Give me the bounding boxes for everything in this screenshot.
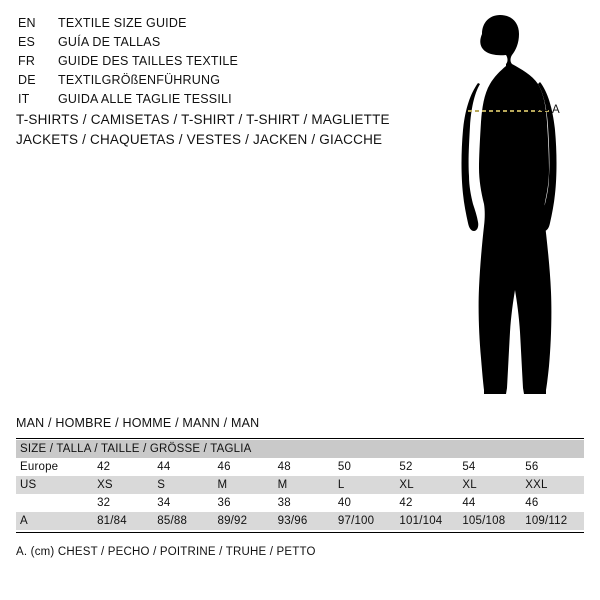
male-silhouette-figure — [420, 10, 595, 400]
row-cell: 44 — [462, 497, 476, 509]
table-header-row — [16, 440, 584, 458]
row-cell: 38 — [277, 497, 291, 509]
row-cell: 42 — [399, 497, 413, 509]
row-label — [16, 494, 93, 512]
table-row — [16, 494, 584, 512]
silhouette-svg — [420, 10, 595, 400]
row-cell: 101/104 — [399, 515, 443, 527]
language-title: GUIDA ALLE TAGLIE TESSILI — [58, 92, 232, 106]
language-code: DE — [18, 73, 36, 87]
row-label: US — [20, 479, 37, 491]
row-cell: M — [217, 479, 228, 491]
table-row — [16, 512, 584, 530]
language-title: TEXTILGRÖßENFÜHRUNG — [58, 73, 221, 87]
row-cell: L — [337, 479, 345, 491]
row-cell: 50 — [337, 461, 352, 473]
row-cell: 93/96 — [277, 515, 308, 527]
row-cell: 46 — [217, 461, 231, 473]
language-code: EN — [18, 16, 36, 30]
size-table — [16, 440, 584, 530]
row-cell: 85/88 — [157, 515, 188, 527]
row-cell: M — [277, 479, 288, 491]
language-row — [18, 16, 418, 35]
row-cell: 109/112 — [525, 515, 568, 527]
measure-leader-dash — [536, 110, 548, 111]
table-bottom-rule — [16, 532, 584, 533]
row-cell: 46 — [525, 497, 539, 509]
row-cell: 81/84 — [97, 515, 127, 527]
language-row — [18, 35, 418, 54]
category-tshirts: T-SHIRTS / CAMISETAS / T-SHIRT / T-SHIRT / MAGLIETTE — [16, 112, 390, 127]
row-cell: S — [157, 479, 166, 491]
row-cell: 54 — [462, 461, 476, 473]
row-label: Europe — [20, 461, 59, 473]
language-row — [18, 54, 418, 73]
row-cell: XL — [399, 479, 414, 491]
language-title-list — [18, 16, 418, 111]
table-row — [16, 476, 584, 494]
row-cell: 36 — [217, 497, 231, 509]
language-title: GUÍA DE TALLAS — [58, 35, 161, 49]
table-section-title: MAN / HOMBRE / HOMME / MANN / MAN — [16, 416, 260, 430]
garment-category-list — [16, 110, 436, 150]
row-label: A — [20, 515, 28, 527]
row-cell: 42 — [97, 461, 111, 473]
language-title: TEXTILE SIZE GUIDE — [58, 16, 187, 30]
row-cell: 48 — [277, 461, 291, 473]
category-jackets: JACKETS / CHAQUETAS / VESTES / JACKEN / GIACCHE — [16, 132, 383, 147]
row-cell: XS — [97, 479, 113, 491]
language-row — [18, 73, 418, 92]
language-code: ES — [18, 35, 36, 49]
row-cell: XL — [462, 479, 477, 491]
language-code: IT — [18, 92, 30, 106]
language-title: GUIDE DES TAILLES TEXTILE — [58, 54, 239, 68]
measure-label-a: A — [552, 104, 561, 116]
row-cell: 34 — [157, 497, 171, 509]
measurement-footnote: A. (cm) CHEST / PECHO / POITRINE / TRUHE / PETTO — [16, 546, 316, 558]
row-cell: 52 — [399, 461, 413, 473]
row-cell: 40 — [337, 497, 352, 509]
table-top-rule — [16, 438, 584, 439]
row-cell: 44 — [157, 461, 171, 473]
language-row — [18, 92, 418, 111]
row-cell: 105/108 — [462, 515, 506, 527]
language-code: FR — [18, 54, 36, 68]
table-row — [16, 458, 584, 476]
row-cell: XXL — [525, 479, 548, 491]
table-header-label: SIZE / TALLA / TAILLE / GRÖSSE / TAGLIA — [20, 443, 252, 455]
row-cell: 32 — [97, 497, 111, 509]
row-cell: 56 — [525, 461, 539, 473]
row-cell: 97/100 — [337, 515, 375, 527]
row-cell: 89/92 — [217, 515, 248, 527]
